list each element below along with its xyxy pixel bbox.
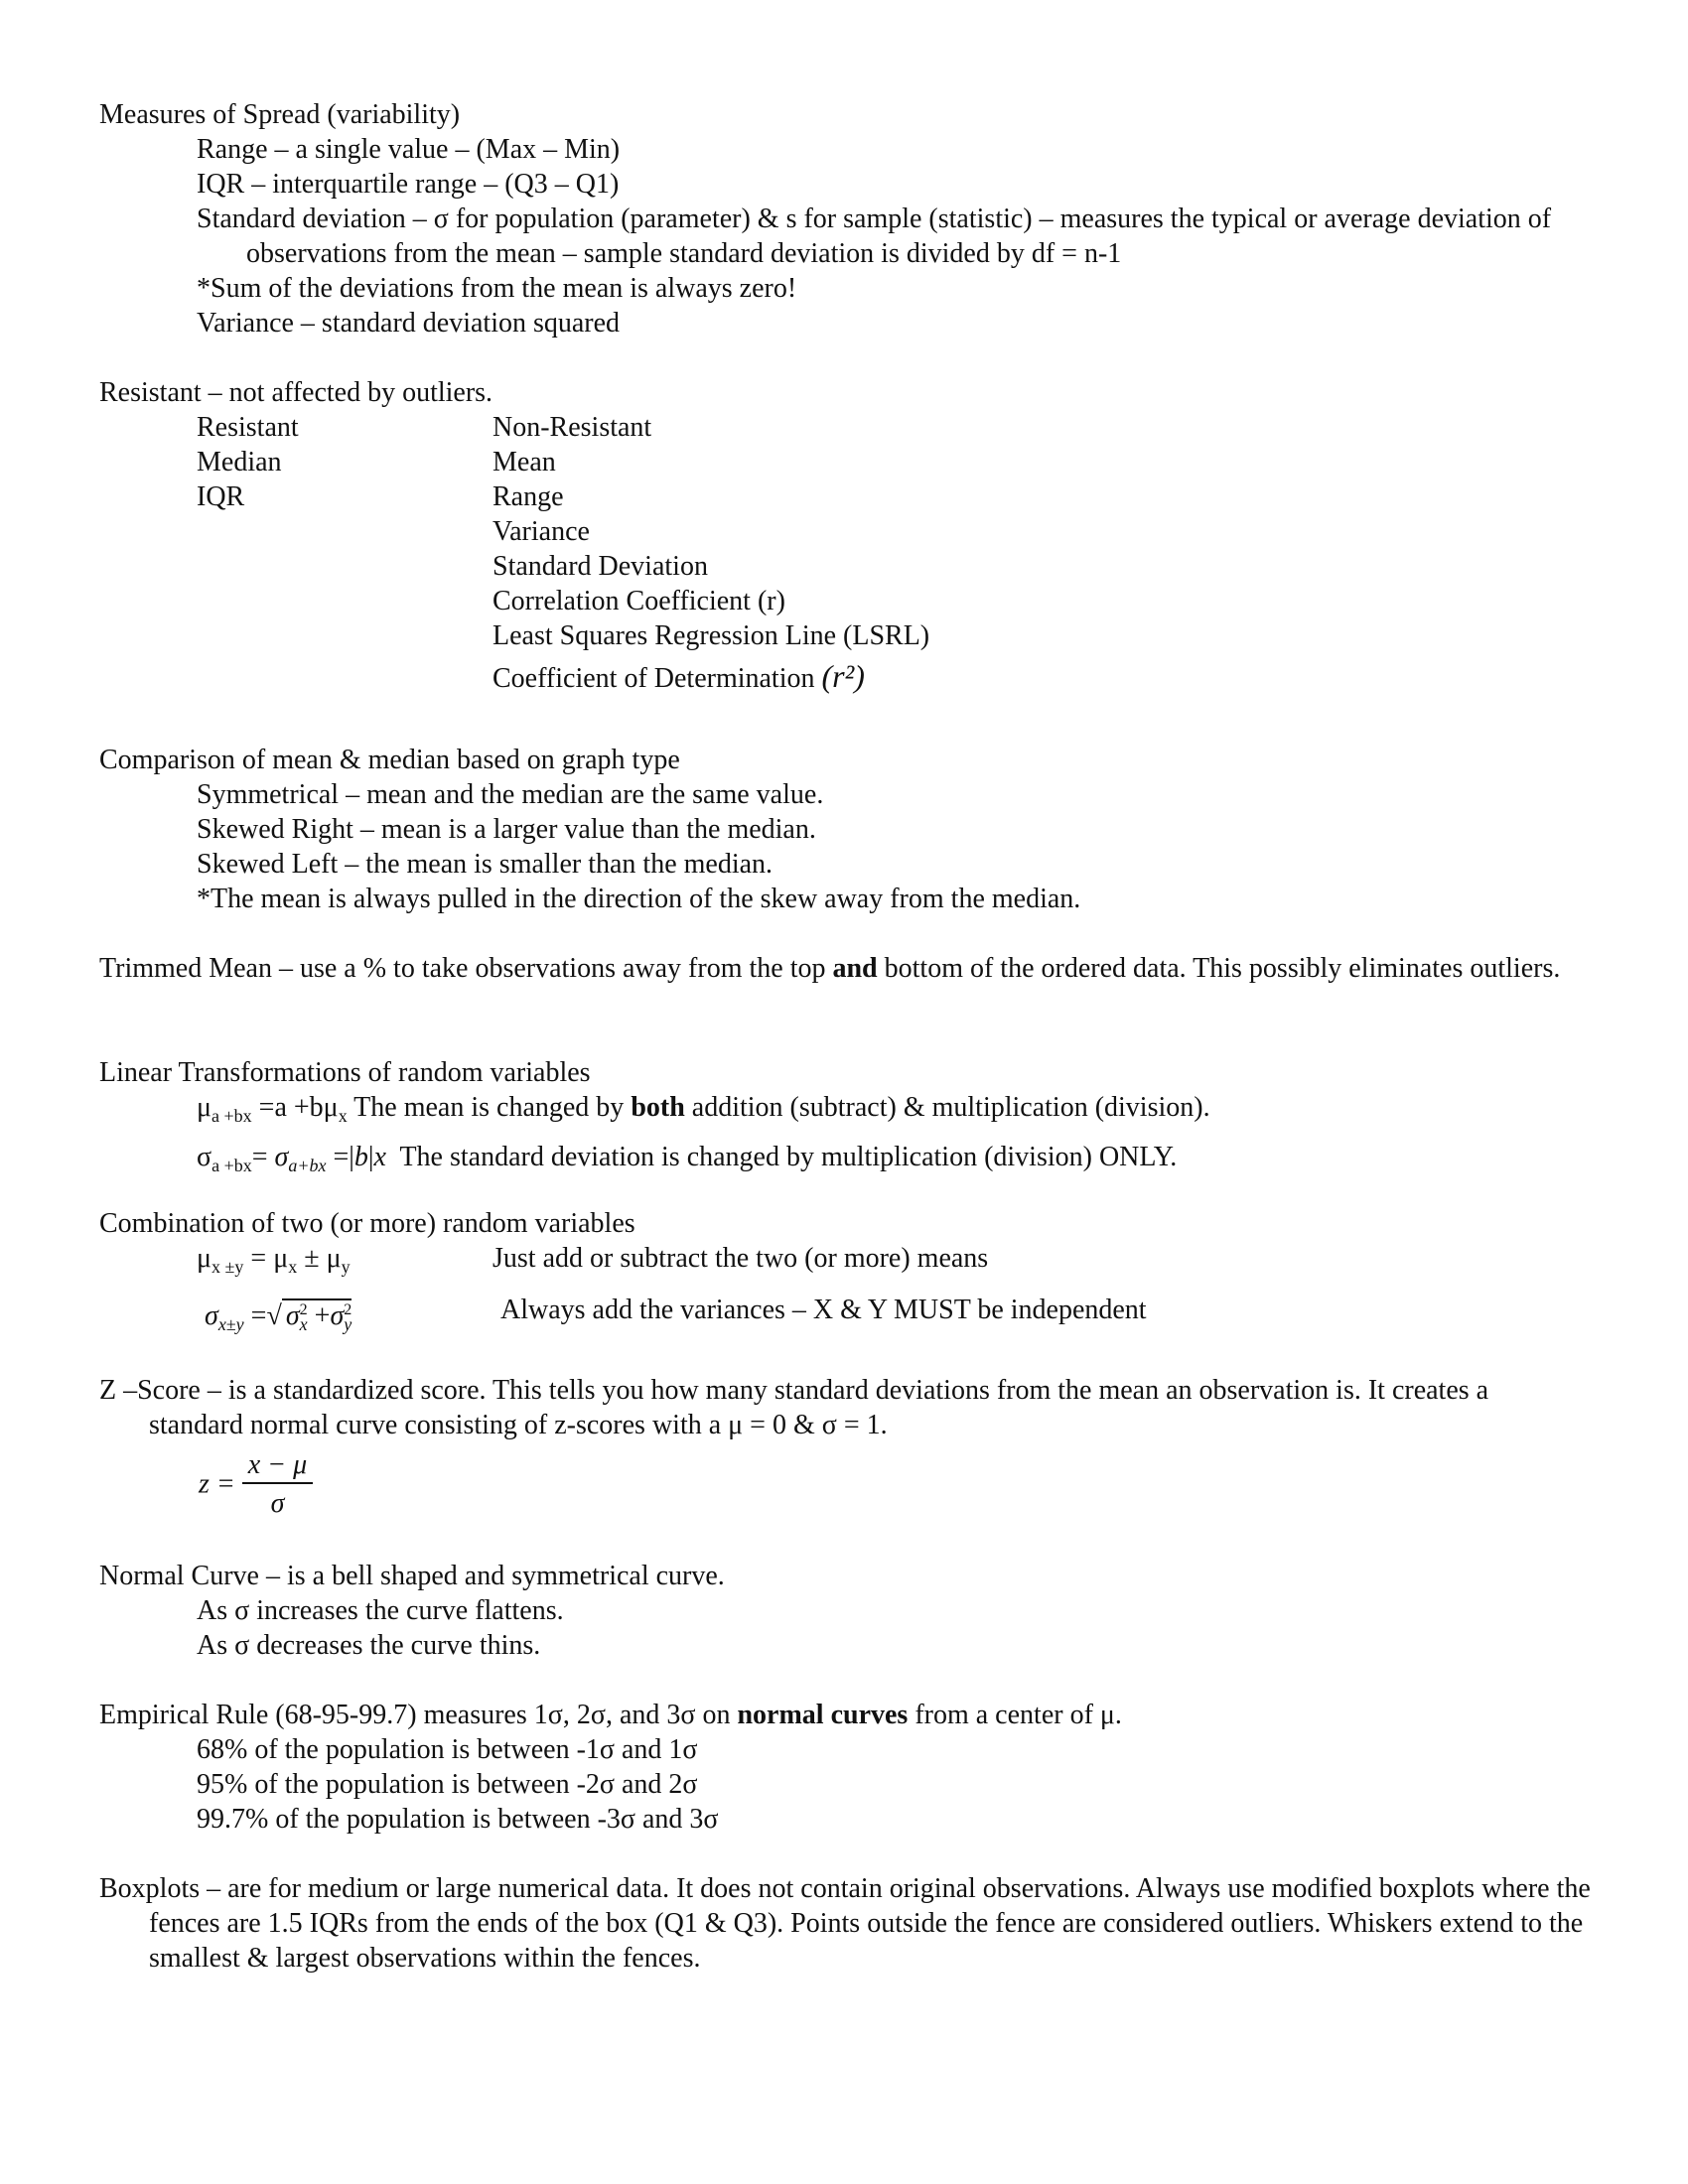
- z-score-section: [99, 1373, 1589, 1524]
- resistant-column: [99, 410, 492, 696]
- list-item: Skewed Left – the mean is smaller than the median.: [197, 849, 774, 880]
- r-squared-symbol: (r²): [821, 658, 865, 694]
- list-item: Symmetrical – mean and the median are the same value.: [197, 779, 824, 810]
- list-item: IQR: [197, 481, 245, 512]
- text: The standard deviation is changed by multiplication (division) ONLY.: [399, 1142, 1178, 1172]
- list-item: Median: [197, 447, 282, 478]
- mean-transform-line: [99, 1090, 1589, 1134]
- trimmed-mean-paragraph: [99, 951, 1569, 986]
- list-item: 99.7% of the population is between -3σ and 3σ: [197, 1804, 719, 1835]
- linear-transformations-section: [99, 1055, 1589, 1183]
- section-heading: Comparison of mean & median based on graph type: [99, 745, 680, 775]
- measures-of-spread-section: [99, 97, 1589, 341]
- text: Trimmed Mean – use a % to take observations away from the top: [99, 953, 833, 984]
- sd-formula: $\sigma_{x\pm y}$ =√ $\sigma^2_x +\sigma^2_y$: [205, 1300, 352, 1334]
- bold-text: normal curves: [737, 1700, 909, 1730]
- paragraph: Z –Score – is a standardized score. This tells you how many standard deviations from the mean an observation is. It creates a standard normal curve consisting of z-scores with a μ = 0 & σ = 1.: [99, 1375, 1489, 1440]
- fraction: [242, 1448, 313, 1524]
- list-item: IQR – interquartile range – (Q3 – Q1): [197, 169, 620, 200]
- boxplots-paragraph: Boxplots – are for medium or large numerical data. It does not contain original observations. Always use modified boxplots where the fences are 1.5 IQRs from the ends of the box (Q1 & Q3). Points outside the fence are considered outliers. Whiskers extend to the smallest & largest observations within the fences.: [99, 1873, 1591, 1974]
- section-heading: Measures of Spread (variability): [99, 99, 461, 130]
- list-item: 68% of the population is between -1σ and 1σ: [197, 1734, 698, 1765]
- bold-text: both: [631, 1092, 685, 1123]
- sd-formula: $\sigma_{a +bx}= \sigma_{a+bx} =|b|x$: [197, 1142, 386, 1175]
- text: Empirical Rule (68-95-99.7) measures 1σ, 2σ, and 3σ on: [99, 1700, 738, 1730]
- comparison-section: [99, 743, 1589, 916]
- denominator: σ: [270, 1488, 285, 1519]
- list-item: Standard Deviation: [492, 551, 708, 582]
- section-heading: Combination of two (or more) random variables: [99, 1208, 635, 1239]
- text: Always add the variances – X & Y MUST be independent: [500, 1295, 1147, 1325]
- formula-lhs: z =: [199, 1468, 235, 1500]
- sd-transform-line: [99, 1140, 1589, 1183]
- section-heading: Resistant – not affected by outliers.: [99, 377, 493, 408]
- list-item: Least Squares Regression Line (LSRL): [492, 620, 930, 651]
- mean-formula: $\mu_{x \pm y} = \mu_x \pm \mu_y$: [197, 1243, 351, 1277]
- combination-section: [99, 1206, 1589, 1342]
- non-resistant-column: [492, 410, 929, 696]
- section-heading: Linear Transformations of random variables: [99, 1057, 591, 1088]
- empirical-rule-section: [99, 1698, 1589, 1837]
- z-formula: [99, 1448, 1589, 1524]
- resistant-section: [99, 375, 1589, 696]
- list-item: Standard deviation – σ for population (parameter) & s for sample (statistic) – measures the typical or average deviation of observations from the mean – sample standard deviation is divided by df = n-1: [197, 204, 1552, 269]
- list-item: Correlation Coefficient (r): [492, 586, 785, 616]
- section-heading: [99, 1698, 1589, 1732]
- mean-formula: $\mu_{a +bx} =a +b\mu_x$: [197, 1092, 348, 1126]
- list-item: As σ increases the curve flattens.: [197, 1595, 564, 1626]
- text: addition (subtract) & multiplication (division).: [684, 1092, 1210, 1123]
- list-item: Coefficient of Determination: [492, 663, 815, 694]
- list-item: 95% of the population is between -2σ and 2σ: [197, 1769, 698, 1800]
- text: bottom of the ordered data. This possibly eliminates outliers.: [877, 953, 1561, 984]
- column-header: Resistant: [197, 412, 299, 443]
- list-item: *Sum of the deviations from the mean is always zero!: [197, 273, 797, 304]
- list-item: As σ decreases the curve thins.: [197, 1630, 541, 1661]
- text: Just add or subtract the two (or more) means: [492, 1243, 989, 1274]
- text: from a center of μ.: [908, 1700, 1122, 1730]
- list-item: *The mean is always pulled in the direction of the skew away from the median.: [197, 884, 1081, 914]
- list-item: Skewed Right – mean is a larger value than the median.: [197, 814, 816, 845]
- numerator: x − μ: [242, 1448, 313, 1484]
- bold-text: and: [832, 953, 878, 984]
- normal-curve-section: [99, 1559, 1589, 1663]
- column-header: Non-Resistant: [492, 412, 652, 443]
- text: The mean is changed by: [347, 1092, 632, 1123]
- list-item: Variance: [492, 516, 590, 547]
- section-heading: Normal Curve – is a bell shaped and symmetrical curve.: [99, 1561, 725, 1591]
- list-item: Range: [492, 481, 564, 512]
- list-item: Range – a single value – (Max – Min): [197, 134, 621, 165]
- list-item: Variance – standard deviation squared: [197, 308, 621, 339]
- list-item: Mean: [492, 447, 556, 478]
